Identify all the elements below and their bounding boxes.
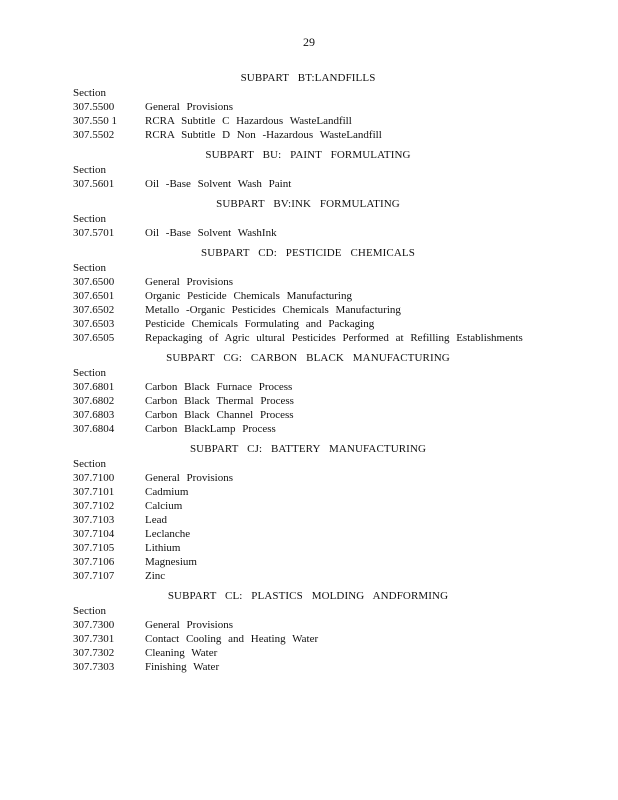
section-description: Contact Cooling and Heating Water	[145, 633, 319, 645]
table-row	[73, 303, 543, 317]
section-code: 307.5701	[73, 227, 115, 239]
section-description: Zinc	[145, 570, 166, 582]
subpart-bu	[73, 147, 543, 191]
section-label: Section	[73, 605, 106, 617]
section-code: 307.7107	[73, 570, 115, 582]
section-code: 307.6505	[73, 332, 115, 344]
section-description: Carbon BlackLamp Process	[145, 423, 276, 435]
section-description: Metallo -Organic Pesticides Chemicals Manufacturing	[145, 304, 401, 316]
table-row	[73, 317, 543, 331]
section-code: 307.7101	[73, 486, 115, 498]
table-row	[73, 541, 543, 555]
section-code: 307.7300	[73, 619, 115, 631]
subpart-title: SUBPART CD: PESTICIDE CHEMICALS	[201, 247, 415, 259]
table-row	[73, 513, 543, 527]
table-row	[73, 660, 543, 674]
section-description: Lead	[145, 514, 167, 526]
table-row	[73, 380, 543, 394]
section-description: General Provisions	[145, 472, 234, 484]
table-row	[73, 408, 543, 422]
section-code: 307.6501	[73, 290, 115, 302]
section-description: Carbon Black Channel Process	[145, 409, 294, 421]
section-label: Section	[73, 87, 106, 99]
table-row	[73, 394, 543, 408]
section-description: RCRA Subtitle C Hazardous WasteLandfill	[145, 115, 352, 127]
section-description: RCRA Subtitle D Non -Hazardous WasteLandfill	[145, 129, 382, 141]
subpart-title: SUBPART BV:INK FORMULATING	[216, 198, 400, 210]
section-code: 307.7105	[73, 542, 115, 554]
section-code: 307.7103	[73, 514, 115, 526]
section-description: Finishing Water	[145, 661, 220, 673]
section-code: 307.7100	[73, 472, 115, 484]
subpart-cj	[73, 441, 543, 583]
section-description: Magnesium	[145, 556, 197, 568]
subpart-title: SUBPART CL: PLASTICS MOLDING ANDFORMING	[167, 590, 449, 602]
table-row	[73, 471, 543, 485]
section-code: 307.6803	[73, 409, 115, 421]
table-row	[73, 485, 543, 499]
section-label: Section	[73, 164, 106, 176]
section-label: Section	[73, 367, 106, 379]
table-row	[73, 331, 543, 345]
table-row	[73, 100, 543, 114]
table-row	[73, 114, 543, 128]
subpart-cl	[73, 588, 543, 674]
table-row	[73, 499, 543, 513]
section-description: Organic Pesticide Chemicals Manufacturing	[145, 290, 352, 302]
section-description: Carbon Black Thermal Process	[145, 395, 294, 407]
subpart-title: SUBPART BT:LANDFILLS	[240, 72, 376, 84]
subpart-bt	[73, 70, 543, 142]
section-code: 307.6802	[73, 395, 115, 407]
section-description: Cadmium	[145, 486, 189, 498]
table-row	[73, 618, 543, 632]
subpart-cg	[73, 350, 543, 436]
subpart-title: SUBPART CJ: BATTERY MANUFACTURING	[189, 443, 427, 455]
section-code: 307.6801	[73, 381, 115, 393]
section-code: 307.7104	[73, 528, 115, 540]
section-code: 307.5500	[73, 101, 115, 113]
table-row	[73, 128, 543, 142]
section-code: 307.7302	[73, 647, 115, 659]
section-description: Oil -Base Solvent WashInk	[145, 227, 277, 239]
section-description: Oil -Base Solvent Wash Paint	[145, 178, 292, 190]
subpart-title: SUBPART CG: CARBON BLACK MANUFACTURING	[166, 352, 450, 364]
section-label: Section	[73, 458, 106, 470]
section-code: 307.7301	[73, 633, 115, 645]
table-row	[73, 555, 543, 569]
section-code: 307.6503	[73, 318, 115, 330]
section-label: Section	[73, 262, 106, 274]
table-row	[73, 226, 543, 240]
section-code: 307.6500	[73, 276, 115, 288]
section-description: Pesticide Chemicals Formulating and Packaging	[145, 318, 375, 330]
subpart-bv	[73, 196, 543, 240]
table-row	[73, 422, 543, 436]
table-row	[73, 646, 543, 660]
section-description: Leclanche	[145, 528, 191, 540]
section-description: Calcium	[145, 500, 183, 512]
section-description: General Provisions	[145, 101, 234, 113]
section-description: Repackaging of Agric ultural Pesticides Performed at Refilling Establishments	[145, 332, 523, 344]
section-code: 307.6502	[73, 304, 115, 316]
section-description: General Provisions	[145, 276, 234, 288]
section-code: 307.5601	[73, 178, 115, 190]
page-number: 29	[303, 35, 315, 49]
table-row	[73, 275, 543, 289]
section-description: Carbon Black Furnace Process	[145, 381, 293, 393]
table-row	[73, 632, 543, 646]
section-description: Lithium	[145, 542, 181, 554]
section-code: 307.550 1	[73, 115, 117, 127]
table-row	[73, 289, 543, 303]
section-code: 307.7303	[73, 661, 115, 673]
section-code: 307.7102	[73, 500, 115, 512]
section-label: Section	[73, 213, 106, 225]
document-body	[73, 70, 543, 679]
table-row	[73, 569, 543, 583]
section-code: 307.5502	[73, 129, 115, 141]
section-code: 307.6804	[73, 423, 115, 435]
table-row	[73, 527, 543, 541]
section-code: 307.7106	[73, 556, 115, 568]
section-description: Cleaning Water	[145, 647, 218, 659]
subpart-title: SUBPART BU: PAINT FORMULATING	[205, 149, 411, 161]
table-row	[73, 177, 543, 191]
section-description: General Provisions	[145, 619, 234, 631]
subpart-cd	[73, 245, 543, 345]
